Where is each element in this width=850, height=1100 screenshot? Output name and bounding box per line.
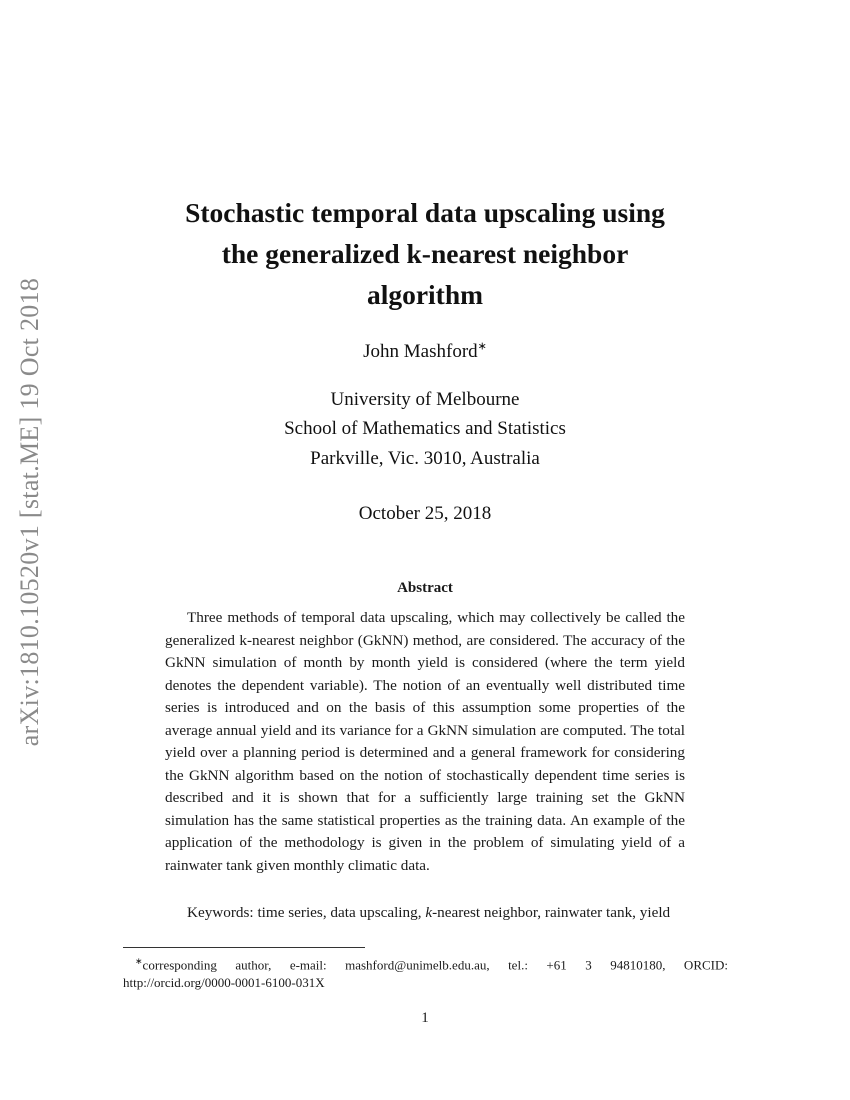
paper-date: October 25, 2018	[358, 503, 492, 524]
author-name: John Mashford	[363, 341, 478, 362]
keywords-post: -nearest neighbor, rainwater tank, yield	[432, 904, 671, 921]
keywords-label: Keywords:	[187, 904, 254, 921]
author-footnote-marker: ∗	[477, 340, 487, 353]
arxiv-identifier: arXiv:1810.10520v1 [stat.ME] 19 Oct 2018	[15, 277, 44, 747]
keywords-pre: time series, data upscaling,	[257, 904, 422, 921]
title-line-2: the generalized k-nearest neighbor	[221, 238, 629, 269]
footnote	[123, 952, 728, 992]
footnote-orcid-link[interactable]: http://orcid.org/0000-0001-6100-031X	[123, 975, 325, 991]
affiliation-address: Parkville, Vic. 3010, Australia	[310, 448, 540, 469]
affiliation-school: School of Mathematics and Statistics	[284, 418, 566, 439]
keywords	[165, 901, 685, 924]
title-line-1: Stochastic temporal data upscaling using	[185, 197, 665, 228]
author-line	[0, 341, 850, 363]
abstract-body: Three methods of temporal data upscaling, which may collectively be called the generalized k-nearest neighbor (GkNN) method, are considered. The accuracy of the GkNN simulation of month by month yield is considered (where the term yield denotes the dependent variable). The notion of an eventually well distributed time series is introduced and on the basis of this assumption some properties of the average annual yield and its variance for a GkNN simulation are computed. The total yield over a planning period is determined and a general framework for considering the GkNN algorithm based on the notion of stochastically dependent time series is described and it is shown that for a sufficiently large training set the GkNN simulation has the same statistical properties as the training data. An example of the application of the methodology is given in the problem of simulating yield of a rainwater tank given monthly climatic data.	[165, 609, 685, 874]
page-number: 1	[421, 1010, 429, 1026]
affiliation-university: University of Melbourne	[330, 389, 520, 410]
footnote-line-1	[123, 952, 728, 974]
title-line-3: algorithm	[366, 279, 484, 310]
keywords-italic-k: k	[425, 904, 433, 921]
paper-title	[120, 192, 730, 315]
footnote-marker: ∗	[135, 956, 143, 966]
footnote-text: corresponding author, e-mail: mashford@unimelb.edu.au, tel.: +61 3 94810180, ORCID:	[142, 957, 728, 973]
abstract-heading: Abstract	[397, 580, 453, 596]
footnote-rule	[123, 947, 365, 948]
